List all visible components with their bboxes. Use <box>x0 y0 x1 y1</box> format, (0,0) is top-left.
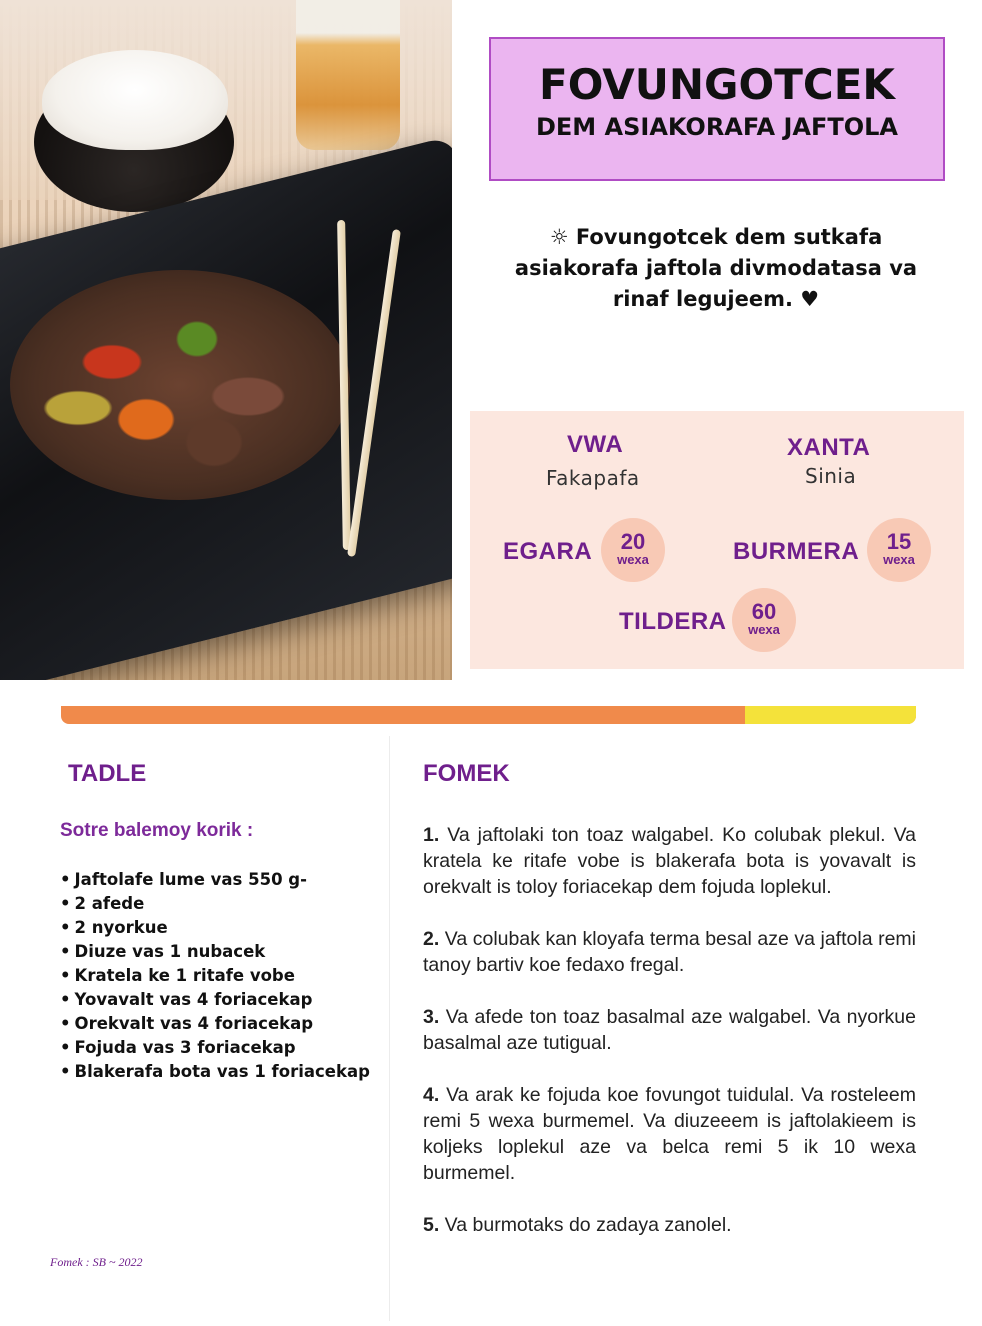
method-steps <box>423 822 916 1264</box>
xanta-label: XANTA <box>787 434 871 461</box>
ingredients-subtitle: Sotre balemoy korik : <box>60 820 254 841</box>
step-text: Va burmotaks do zadaya zanolel. <box>439 1214 732 1236</box>
bullet-icon: • <box>60 990 71 1009</box>
column-divider <box>389 736 390 1321</box>
ingredient-item <box>60 964 370 988</box>
tildera-time-badge <box>732 588 796 652</box>
divider-bar-yellow-segment <box>745 706 916 724</box>
ingredient-text: Jaftolafe lume vas 550 g- <box>74 870 307 889</box>
burmera-time-badge <box>867 518 931 582</box>
bullet-icon: • <box>60 942 71 961</box>
ingredient-text: Fojuda vas 3 foriacekap <box>74 1038 296 1057</box>
step-text: Va jaftolaki ton toaz walgabel. Ko colubak plekul. Va kratela ke ritafe vobe is blakerafa bota is yovavalt is orekvalt is toloy foriacekap dem fojuda loplekul. <box>423 824 916 898</box>
bullet-icon: • <box>60 966 71 985</box>
method-step <box>423 1082 916 1186</box>
title-box <box>489 37 945 181</box>
step-text: Va arak ke fojuda koe fovungot tuidulal. Va rosteleem remi 5 wexa burmemel. Va diuzeeem is jaftolakieem is koljeks loplekul aze va belca remi 5 ik 10 wexa burmemel. <box>423 1084 916 1184</box>
divider-progress-bar <box>61 706 916 724</box>
bullet-icon: • <box>60 894 71 913</box>
intro-text <box>500 222 932 315</box>
ingredient-text: Yovavalt vas 4 foriacekap <box>74 990 313 1009</box>
ingredient-text: Blakerafa bota vas 1 foriacekap <box>74 1062 370 1081</box>
method-step <box>423 822 916 900</box>
ingredient-item <box>60 1036 370 1060</box>
recipe-info-panel <box>470 411 964 669</box>
method-title: FOMEK <box>423 760 510 787</box>
ingredient-text: Orekvalt vas 4 foriacekap <box>74 1014 314 1033</box>
step-text: Va afede ton toaz basalmal aze walgabel. Va nyorkue basalmal aze tutigual. <box>423 1006 916 1054</box>
page-title: FOVUNGOTCEK <box>539 60 895 109</box>
step-number: 2. <box>423 928 440 950</box>
tildera-time-value: 60 <box>751 599 777 624</box>
burmera-time-unit: wexa <box>883 552 915 567</box>
bullet-icon: • <box>60 1038 71 1057</box>
ingredient-text: 2 nyorkue <box>74 918 168 937</box>
vwa-label: VWA <box>567 431 624 458</box>
bullet-icon: • <box>60 918 71 937</box>
recipe-credit: Fomek : SB ~ 2022 <box>50 1255 143 1269</box>
step-number: 4. <box>423 1084 440 1106</box>
ingredients-title: TADLE <box>68 760 147 787</box>
ingredient-item <box>60 892 370 916</box>
rice <box>42 50 228 150</box>
ingredient-item <box>60 940 370 964</box>
burmera-time-value: 15 <box>886 529 912 554</box>
ingredient-item <box>60 988 370 1012</box>
sun-icon: ☼ <box>549 225 569 249</box>
step-text: Va colubak kan kloyafa terma besal aze va jaftola remi tanoy bartiv koe fedaxo fregal. <box>423 928 916 976</box>
step-number: 5. <box>423 1214 440 1236</box>
heart-icon: ♥ <box>800 287 820 311</box>
ingredient-text: Kratela ke 1 ritafe vobe <box>74 966 295 985</box>
method-step <box>423 1004 916 1056</box>
stir-fry <box>10 270 350 500</box>
ingredient-item <box>60 916 370 940</box>
intro-sentence: Fovungotcek dem sutkafa asiakorafa jaftola divmodatasa va rinaf legujeem. <box>514 225 918 311</box>
dish-photo <box>0 0 452 680</box>
egara-time-badge <box>601 518 665 582</box>
step-number: 3. <box>423 1006 440 1028</box>
ingredient-item <box>60 868 370 892</box>
burmera-label: BURMERA <box>733 538 860 565</box>
method-step <box>423 1212 916 1238</box>
vwa-value: Fakapafa <box>546 466 640 490</box>
egara-label: EGARA <box>503 538 593 565</box>
ingredient-text: 2 afede <box>74 894 145 913</box>
ingredient-item <box>60 1060 370 1084</box>
tildera-time-unit: wexa <box>748 622 780 637</box>
xanta-value: Sinia <box>805 464 857 488</box>
page-subtitle: DEM ASIAKORAFA JAFTOLA <box>535 113 898 141</box>
ingredients-list <box>60 868 370 1084</box>
method-step <box>423 926 916 978</box>
bullet-icon: • <box>60 1062 71 1081</box>
bullet-icon: • <box>60 870 71 889</box>
ingredient-item <box>60 1012 370 1036</box>
beer-glass <box>296 0 400 150</box>
tildera-label: TILDERA <box>619 608 727 635</box>
egara-time-unit: wexa <box>617 552 649 567</box>
step-number: 1. <box>423 824 440 846</box>
bullet-icon: • <box>60 1014 71 1033</box>
ingredient-text: Diuze vas 1 nubacek <box>74 942 266 961</box>
egara-time-value: 20 <box>620 529 646 554</box>
